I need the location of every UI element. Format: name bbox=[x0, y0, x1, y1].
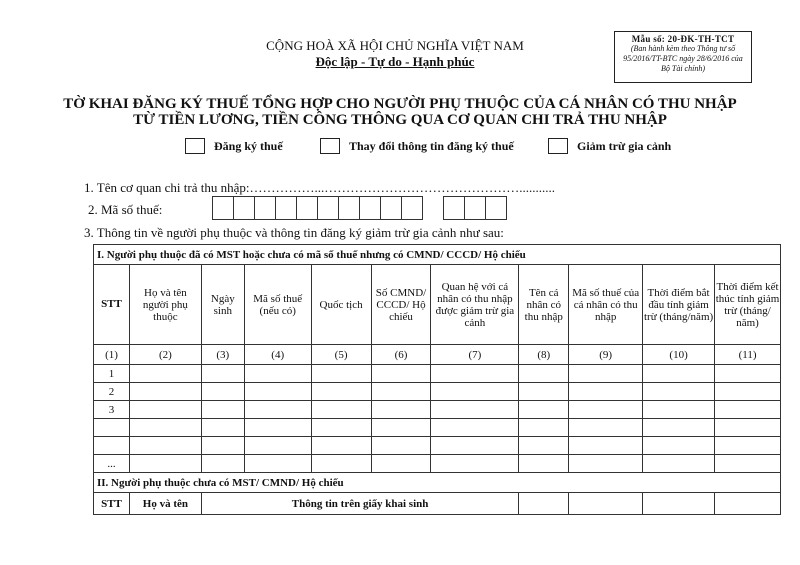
tax-code-digit-box[interactable] bbox=[296, 196, 318, 220]
table-cell[interactable] bbox=[643, 455, 715, 473]
checkbox[interactable] bbox=[185, 138, 205, 154]
row-number: 2 bbox=[94, 383, 130, 401]
table-row bbox=[94, 455, 781, 473]
table-cell[interactable] bbox=[201, 419, 244, 437]
option-change-registration-info[interactable] bbox=[320, 138, 514, 154]
table-cell[interactable] bbox=[311, 365, 371, 383]
national-motto: Độc lập - Tự do - Hạnh phúc bbox=[315, 54, 475, 69]
table-cell[interactable] bbox=[371, 437, 431, 455]
nation-name: CỘNG HOÀ XÃ HỘI CHỦ NGHĨA VIỆT NAM bbox=[266, 38, 524, 53]
table-cell[interactable] bbox=[519, 437, 569, 455]
table-row bbox=[94, 437, 781, 455]
table-cell[interactable] bbox=[371, 383, 431, 401]
table-cell[interactable] bbox=[371, 401, 431, 419]
checkbox[interactable] bbox=[320, 138, 340, 154]
table-cell[interactable] bbox=[201, 401, 244, 419]
table-cell[interactable] bbox=[311, 401, 371, 419]
table-cell[interactable] bbox=[244, 419, 311, 437]
table-cell[interactable] bbox=[129, 401, 201, 419]
form-title-line1: TỜ KHAI ĐĂNG KÝ THUẾ TỔNG HỢP CHO NGƯỜI PHỤ THUỘC CỦA CÁ NHÂN CÓ THU NHẬP bbox=[63, 96, 737, 112]
payer-name-field[interactable]: 1. Tên cơ quan chi trả thu nhập:……………...………………………………………........... bbox=[84, 180, 555, 195]
table-row bbox=[94, 419, 781, 437]
section-2-heading: II. Người phụ thuộc chưa có MST/ CMND/ Hộ chiếu bbox=[94, 473, 781, 493]
s2-col-header-birth-certificate: Thông tin trên giấy khai sinh bbox=[201, 493, 518, 515]
table-cell[interactable] bbox=[643, 401, 715, 419]
col-header-birth-date: Ngày sinh bbox=[201, 265, 244, 345]
tax-code-digit-box[interactable] bbox=[254, 196, 276, 220]
row-number bbox=[94, 419, 130, 437]
col-number: (7) bbox=[431, 345, 519, 365]
table-cell[interactable] bbox=[715, 493, 781, 515]
table-cell[interactable] bbox=[244, 383, 311, 401]
table-row bbox=[94, 401, 781, 419]
tax-code-digit-box[interactable] bbox=[359, 196, 381, 220]
table-cell[interactable] bbox=[201, 365, 244, 383]
table-cell[interactable] bbox=[569, 419, 643, 437]
table-cell[interactable] bbox=[431, 437, 519, 455]
table-cell[interactable] bbox=[519, 365, 569, 383]
tax-code-digit-box[interactable] bbox=[485, 196, 507, 220]
tax-code-digit-box[interactable] bbox=[443, 196, 465, 220]
table-cell[interactable] bbox=[431, 455, 519, 473]
table-cell[interactable] bbox=[519, 383, 569, 401]
table-cell[interactable] bbox=[431, 383, 519, 401]
col-header-relationship: Quan hệ với cá nhân có thu nhập được giảm trừ gia cảnh bbox=[431, 265, 519, 345]
table-cell[interactable] bbox=[519, 419, 569, 437]
table-cell[interactable] bbox=[569, 437, 643, 455]
col-header-end-time: Thời điểm kết thúc tính giảm trừ (tháng/ năm) bbox=[715, 265, 781, 345]
form-number-box bbox=[614, 31, 752, 83]
tax-code-digit-box[interactable] bbox=[233, 196, 255, 220]
table-cell[interactable] bbox=[715, 455, 781, 473]
option-label: Đăng ký thuế bbox=[214, 138, 283, 153]
row-number: ... bbox=[94, 455, 130, 473]
table-cell[interactable] bbox=[129, 383, 201, 401]
tax-code-digit-box[interactable] bbox=[338, 196, 360, 220]
col-number: (6) bbox=[371, 345, 431, 365]
col-header-tax-code: Mã số thuế (nếu có) bbox=[244, 265, 311, 345]
form-number: Mẫu số: 20-ĐK-TH-TCT bbox=[631, 34, 735, 44]
table-cell[interactable] bbox=[244, 365, 311, 383]
s2-col-header-full-name: Họ và tên bbox=[129, 493, 201, 515]
col-number: (5) bbox=[311, 345, 371, 365]
table-cell[interactable] bbox=[371, 419, 431, 437]
table-cell[interactable] bbox=[431, 365, 519, 383]
table-cell[interactable] bbox=[519, 455, 569, 473]
col-header-nationality: Quốc tịch bbox=[311, 265, 371, 345]
tax-code-digit-box[interactable] bbox=[464, 196, 486, 220]
tax-code-digit-box[interactable] bbox=[317, 196, 339, 220]
table-cell[interactable] bbox=[643, 383, 715, 401]
col-header-id-number: Số CMND/ CCCD/ Hộ chiếu bbox=[371, 265, 431, 345]
table-cell[interactable] bbox=[129, 455, 201, 473]
table-cell[interactable] bbox=[519, 401, 569, 419]
table-cell[interactable] bbox=[311, 455, 371, 473]
tax-code-digit-box[interactable] bbox=[401, 196, 423, 220]
table-cell[interactable] bbox=[129, 365, 201, 383]
table-cell[interactable] bbox=[201, 383, 244, 401]
table-cell[interactable] bbox=[244, 455, 311, 473]
col-number: (4) bbox=[244, 345, 311, 365]
col-number: (10) bbox=[643, 345, 715, 365]
col-header-taxpayer-tax-code: Mã số thuế của cá nhân có thu nhập bbox=[569, 265, 643, 345]
option-family-deduction[interactable] bbox=[548, 138, 671, 154]
table-cell[interactable] bbox=[569, 401, 643, 419]
form-title-line2: TỪ TIỀN LƯƠNG, TIỀN CÔNG THÔNG QUA CƠ QUAN CHI TRẢ THU NHẬP bbox=[133, 112, 667, 128]
table-cell[interactable] bbox=[569, 365, 643, 383]
col-number: (9) bbox=[569, 345, 643, 365]
table-cell[interactable] bbox=[643, 437, 715, 455]
row-number: 3 bbox=[94, 401, 130, 419]
col-header-start-time: Thời điểm bắt đầu tính giảm trừ (tháng/năm) bbox=[643, 265, 715, 345]
table-cell[interactable] bbox=[643, 493, 715, 515]
table-cell[interactable] bbox=[715, 383, 781, 401]
table-cell[interactable] bbox=[715, 419, 781, 437]
tax-code-label: 2. Mã số thuế: bbox=[88, 202, 163, 217]
table-cell[interactable] bbox=[311, 383, 371, 401]
col-number: (2) bbox=[129, 345, 201, 365]
col-number: (11) bbox=[715, 345, 781, 365]
table-cell[interactable] bbox=[129, 419, 201, 437]
col-number: (1) bbox=[94, 345, 130, 365]
section-1-heading: I. Người phụ thuộc đã có MST hoặc chưa có mã số thuế nhưng có CMND/ CCCD/ Hộ chiếu bbox=[94, 245, 781, 265]
tax-code-digit-box[interactable] bbox=[212, 196, 234, 220]
table-cell[interactable] bbox=[643, 419, 715, 437]
table-cell[interactable] bbox=[311, 437, 371, 455]
table-cell[interactable] bbox=[715, 365, 781, 383]
table-cell[interactable] bbox=[371, 365, 431, 383]
tax-code-boxes-main[interactable] bbox=[213, 196, 423, 218]
form-issuance-note: (Ban hành kèm theo Thông tư số 95/2016/TT-BTC ngày 28/6/2016 của Bộ Tài chính) bbox=[623, 44, 743, 73]
table-cell[interactable] bbox=[569, 493, 643, 515]
s2-col-header-stt: STT bbox=[94, 493, 130, 515]
col-header-taxpayer-name: Tên cá nhân có thu nhập bbox=[519, 265, 569, 345]
option-label: Giảm trừ gia cảnh bbox=[577, 138, 672, 153]
table-row bbox=[94, 365, 781, 383]
col-number: (3) bbox=[201, 345, 244, 365]
option-label: Thay đổi thông tin đăng ký thuế bbox=[349, 138, 514, 153]
table-row bbox=[94, 383, 781, 401]
col-number: (8) bbox=[519, 345, 569, 365]
tax-code-digit-box[interactable] bbox=[275, 196, 297, 220]
table-cell[interactable] bbox=[201, 437, 244, 455]
table-cell[interactable] bbox=[715, 401, 781, 419]
table-cell[interactable] bbox=[519, 493, 569, 515]
table-cell[interactable] bbox=[244, 401, 311, 419]
national-header bbox=[230, 38, 560, 70]
table-cell[interactable] bbox=[643, 365, 715, 383]
table-cell[interactable] bbox=[244, 437, 311, 455]
col-header-full-name: Họ và tên người phụ thuộc bbox=[129, 265, 201, 345]
row-number: 1 bbox=[94, 365, 130, 383]
table-cell[interactable] bbox=[371, 455, 431, 473]
table-cell[interactable] bbox=[311, 419, 371, 437]
checkbox[interactable] bbox=[548, 138, 568, 154]
tax-code-digit-box[interactable] bbox=[380, 196, 402, 220]
table-cell[interactable] bbox=[129, 437, 201, 455]
table-cell[interactable] bbox=[431, 419, 519, 437]
col-header-stt: STT bbox=[94, 265, 130, 345]
table-cell[interactable] bbox=[431, 401, 519, 419]
table-cell[interactable] bbox=[569, 383, 643, 401]
table-cell[interactable] bbox=[569, 455, 643, 473]
table-cell[interactable] bbox=[201, 455, 244, 473]
option-tax-registration[interactable] bbox=[185, 138, 283, 154]
table-cell[interactable] bbox=[715, 437, 781, 455]
row-number bbox=[94, 437, 130, 455]
tax-code-boxes-suffix[interactable] bbox=[444, 196, 507, 218]
dependent-info-intro: 3. Thông tin về người phụ thuộc và thông tin đăng ký giảm trừ gia cảnh như sau: bbox=[84, 225, 504, 240]
dependents-table bbox=[93, 244, 781, 515]
